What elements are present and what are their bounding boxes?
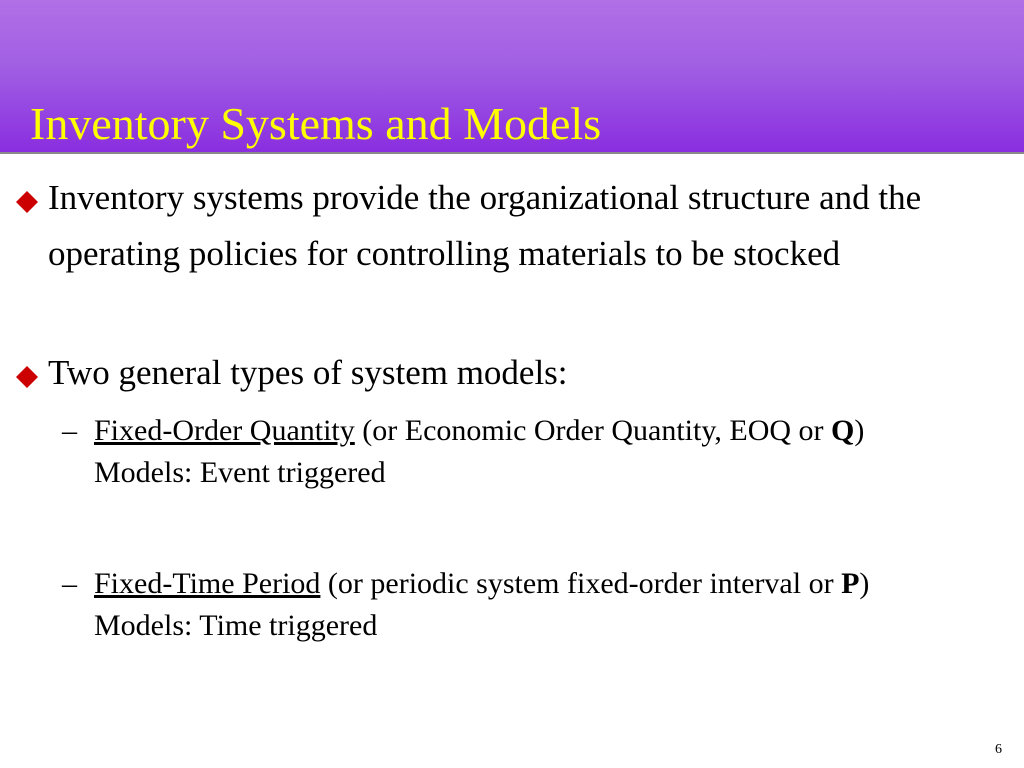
- dash-marker: –: [62, 414, 77, 447]
- slide-title: Inventory Systems and Models: [30, 98, 602, 149]
- bullet-text: Two general types of system models:: [48, 353, 568, 392]
- model-symbol: Q: [831, 414, 855, 447]
- model-trigger: ) Models: Time triggered: [94, 567, 870, 642]
- model-description: (or periodic system fixed-order interval or: [320, 567, 842, 600]
- sub-bullet-text: [94, 410, 962, 494]
- page-number: 6: [995, 742, 1002, 757]
- model-symbol: P: [841, 567, 860, 600]
- diamond-bullet-icon: [15, 365, 39, 389]
- model-trigger: ) Models: Event triggered: [94, 414, 865, 489]
- model-description: (or Economic Order Quantity, EOQ or: [354, 414, 832, 447]
- sub-bullet-item: [62, 410, 962, 494]
- dash-marker: –: [62, 567, 77, 600]
- bullet-item: [10, 170, 1000, 282]
- bullet-item: [10, 345, 1000, 401]
- sub-bullet-item: [62, 563, 962, 647]
- sub-bullet-text: [94, 563, 962, 647]
- model-term: Fixed-Order Quantity: [94, 414, 355, 447]
- bullet-text: Inventory systems provide the organizational structure and the operating policies for controlling materials to be stocked: [48, 178, 922, 273]
- title-band: [0, 0, 1024, 154]
- model-term: Fixed-Time Period: [94, 567, 321, 600]
- diamond-bullet-icon: [15, 190, 39, 214]
